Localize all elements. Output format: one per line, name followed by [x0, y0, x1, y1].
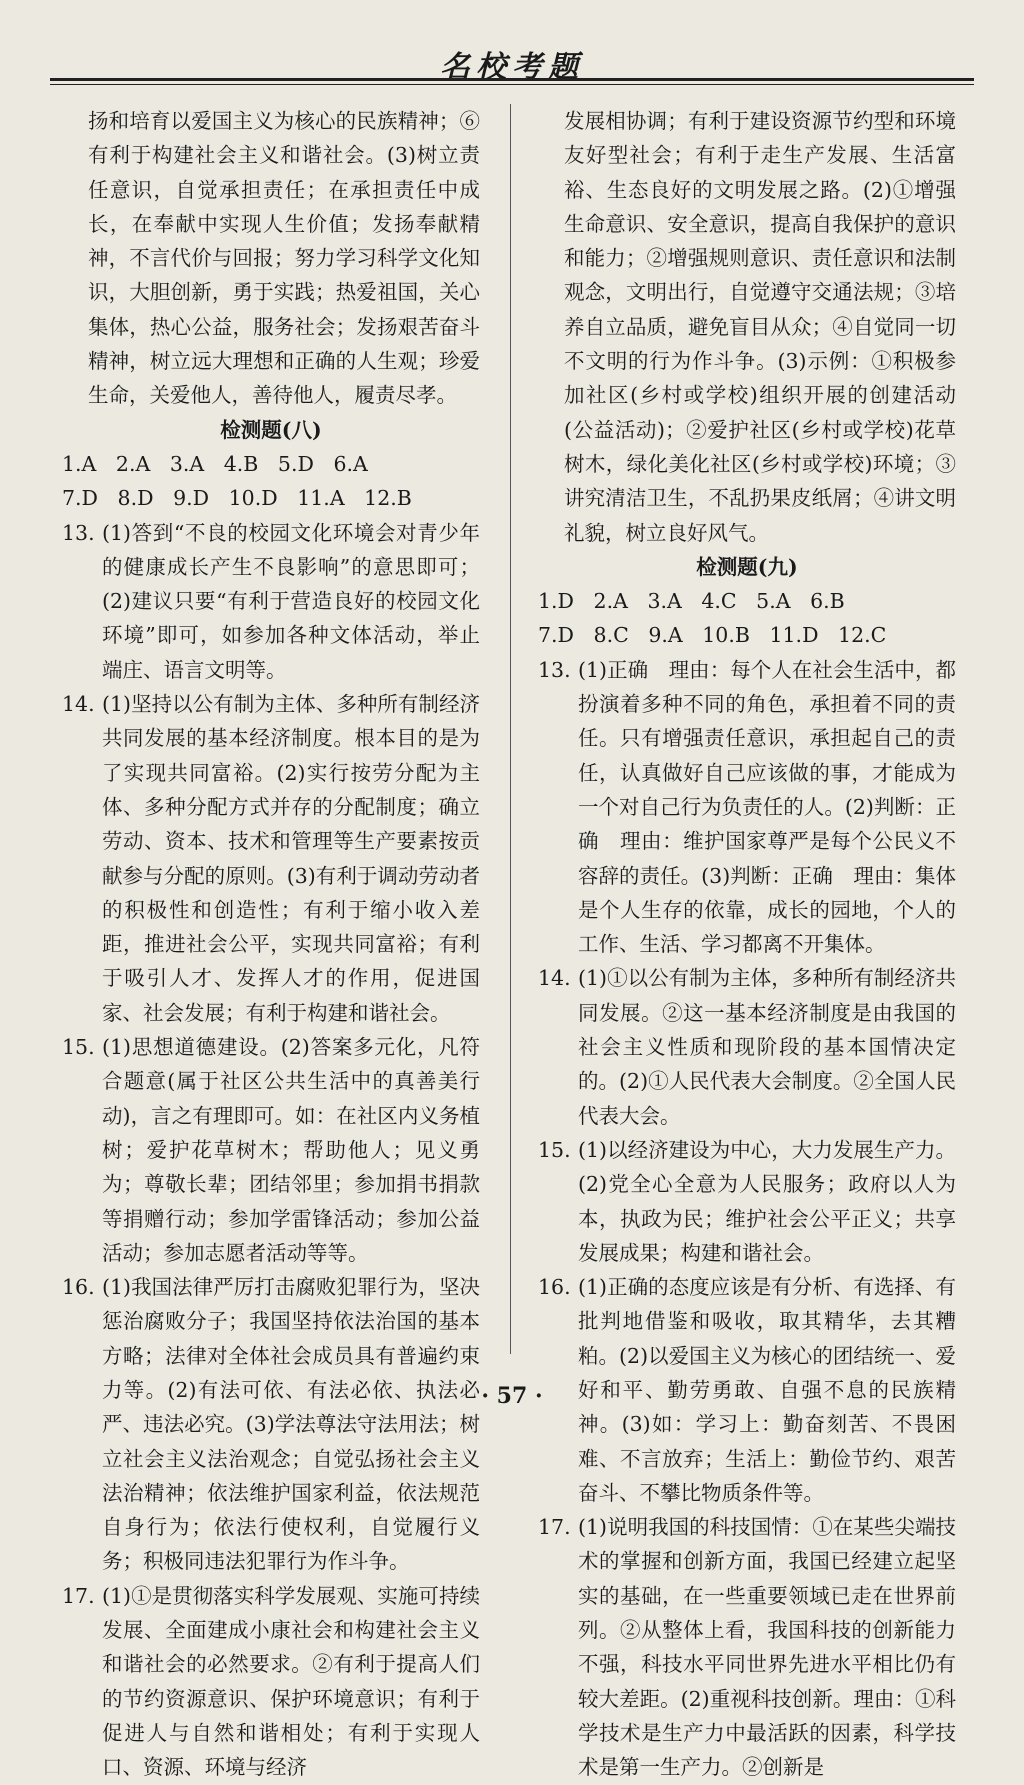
page-header [50, 38, 974, 86]
question-number: 13. [62, 520, 95, 545]
question-15-right [538, 1133, 956, 1270]
question-text: (1)思想道德建设。(2)答案多元化，凡符合题意(属于社区公共生活中的真善美行动)，言之有理即可。如：在社区内义务植树；爱护花草树木；帮助他人；见义勇为；尊敬长辈；团结邻里；参加捐书捐款等捐赠行动；参加学雷锋活动；参加公益活动；参加志愿者活动等等。 [102, 1035, 480, 1265]
question-text: (1)坚持以公有制为主体、多种所有制经济共同发展的基本经济制度。根本目的是为了实现共同富裕。(2)实行按劳分配为主体、多种分配方式并存的分配制度；确立劳动、资本、技术和管理等生产要素按贡献参与分配的原则。(3)有利于调动劳动者的积极性和创造性；有利于缩小收入差距，推进社会公平，实现共同富裕；有利于吸引人才、发挥人才的作用，促进国家、社会发展；有利于构建和谐社会。 [102, 692, 480, 1025]
header-title: 名校考题 [440, 50, 584, 85]
left-continuation: 扬和培育以爱国主义为核心的民族精神；⑥有利于构建社会主义和谐社会。(3)树立责任意识，自觉承担责任；在承担责任中成长，在奉献中实现人生价值；发扬奉献精神，不言代价与回报；努力学习科学文化知识，大胆创新，勇于实践；热爱祖国，关心集体，热心公益，服务社会；发扬艰苦奋斗精神，树立远大理想和正确的人生观；珍爱生命，关爱他人，善待他人，履责尽孝。 [88, 109, 480, 408]
left-column [62, 104, 480, 1785]
question-number: 17. [538, 1515, 571, 1540]
question-15-left [62, 1030, 480, 1270]
choice-answers-row-2: 7.D 8.D 9.D 10.D 11.A 12.B [62, 486, 412, 511]
right-continuation: 发展相协调；有利于建设资源节约型和环境友好型社会；有利于走生产发展、生活富裕、生态良好的文明发展之路。(2)①增强生命意识、安全意识，提高自我保护的意识和能力；②增强规则意识、责任意识和法制观念，文明出行，自觉遵守交通法规；③培养自立品质，避免盲目从众；④自觉同一切不文明的行为作斗争。(3)示例：①积极参加社区(乡村或学校)组织开展的创建活动(公益活动)；②爱护社区(乡村或学校)花草树木，绿化美化社区(乡村或学校)环境；③讲究清洁卫生，不乱扔果皮纸屑；④讲文明礼貌，树立良好风气。 [564, 109, 956, 545]
question-number: 15. [62, 1035, 95, 1060]
question-number: 14. [62, 692, 95, 717]
choice-answers-row-2: 7.D 8.C 9.A 10.B 11.D 12.C [538, 623, 887, 648]
question-number: 13. [538, 657, 571, 682]
question-text: (1)正确的态度应该是有分析、有选择、有批判地借鉴和吸收，取其精华，去其糟粕。(2)以爱国主义为核心的团结统一、爱好和平、勤劳勇敢、自强不息的民族精神。(3)如：学习上：勤奋刻苦、不畏困难、不言放弃；生活上：勤俭节约、艰苦奋斗、不攀比物质条件等。 [578, 1275, 956, 1505]
question-number: 15. [538, 1137, 571, 1162]
question-14-right [538, 961, 956, 1132]
question-number: 16. [62, 1275, 95, 1300]
choice-answers-row-1: 1.A 2.A 3.A 4.B 5.D 6.A [62, 451, 368, 476]
section-title-9: 检测题(九) [696, 554, 798, 579]
question-16-left [62, 1270, 480, 1579]
question-text: (1)正确 理由：每个人在社会生活中，都扮演着多种不同的角色，承担着不同的责任。只有增强责任意识，承担起自己的责任，认真做好自己应该做的事，才能成为一个对自己行为负责任的人。(2)判断：正确 理由：维护国家尊严是每个公民义不容辞的责任。(3)判断：正确 理由：集体是个人生存的依靠，成长的园地，个人的工作、生活、学习都离不开集体。 [578, 657, 956, 957]
question-text: (1)答到“不良的校园文化环境会对青少年的健康成长产生不良影响”的意思即可；(2)建议只要“有利于营造良好的校园文化环境”即可，如参加各种文体活动，举止端庄、语言文明等。 [102, 520, 480, 682]
question-13-right [538, 653, 956, 962]
page-number: · 57 · [481, 1383, 543, 1409]
question-17-right [538, 1510, 956, 1784]
section-title-8: 检测题(八) [220, 417, 322, 442]
question-text: (1)①是贯彻落实科学发展观、实施可持续发展、全面建成小康社会和构建社会主义和谐社会的必然要求。②有利于提高人们的节约资源意识、保护环境意识；有利于促进人与自然和谐相处；有利于实现人口、资源、环境与经济 [102, 1583, 480, 1780]
question-14-left [62, 687, 480, 1030]
right-column [538, 104, 956, 1785]
choice-answers-row-1: 1.D 2.A 3.A 4.C 5.A 6.B [538, 589, 845, 614]
question-text: (1)我国法律严厉打击腐败犯罪行为，坚决惩治腐败分子；我国坚持依法治国的基本方略；法律对全体社会成员具有普遍约束力等。(2)有法可依、有法必依、执法必严、违法必究。(3)学法尊法守法用法；树立社会主义法治观念；自觉弘扬社会主义法治精神；依法维护国家利益，依法规范自身行为；依法行使权利，自觉履行义务；积极同违法犯罪行为作斗争。 [102, 1275, 480, 1574]
question-13-left [62, 516, 480, 687]
question-number: 16. [538, 1275, 571, 1300]
question-text: (1)说明我国的科技国情：①在某些尖端技术的掌握和创新方面，我国已经建立起坚实的基础，在一些重要领域已走在世界前列。②从整体上看，我国科技的创新能力不强，科技水平同世界先进水平相比仍有较大差距。(2)重视科技创新。理由：①科学技术是生产力中最活跃的因素，科学技术是第一生产力。②创新是 [578, 1515, 956, 1780]
question-number: 17. [62, 1583, 95, 1608]
question-text: (1)以经济建设为中心，大力发展生产力。(2)党全心全意为人民服务；政府以人为本，执政为民；维护社会公平正义；共享发展成果；构建和谐社会。 [578, 1137, 956, 1265]
column-divider [510, 104, 511, 1354]
header-rule-thin [50, 84, 974, 85]
question-17-left [62, 1579, 480, 1785]
header-rule-thick [50, 78, 974, 81]
question-text: (1)①以公有制为主体，多种所有制经济共同发展。②这一基本经济制度是由我国的社会主义性质和现阶段的基本国情决定的。(2)①人民代表大会制度。②全国人民代表大会。 [578, 966, 956, 1128]
question-number: 14. [538, 966, 571, 991]
